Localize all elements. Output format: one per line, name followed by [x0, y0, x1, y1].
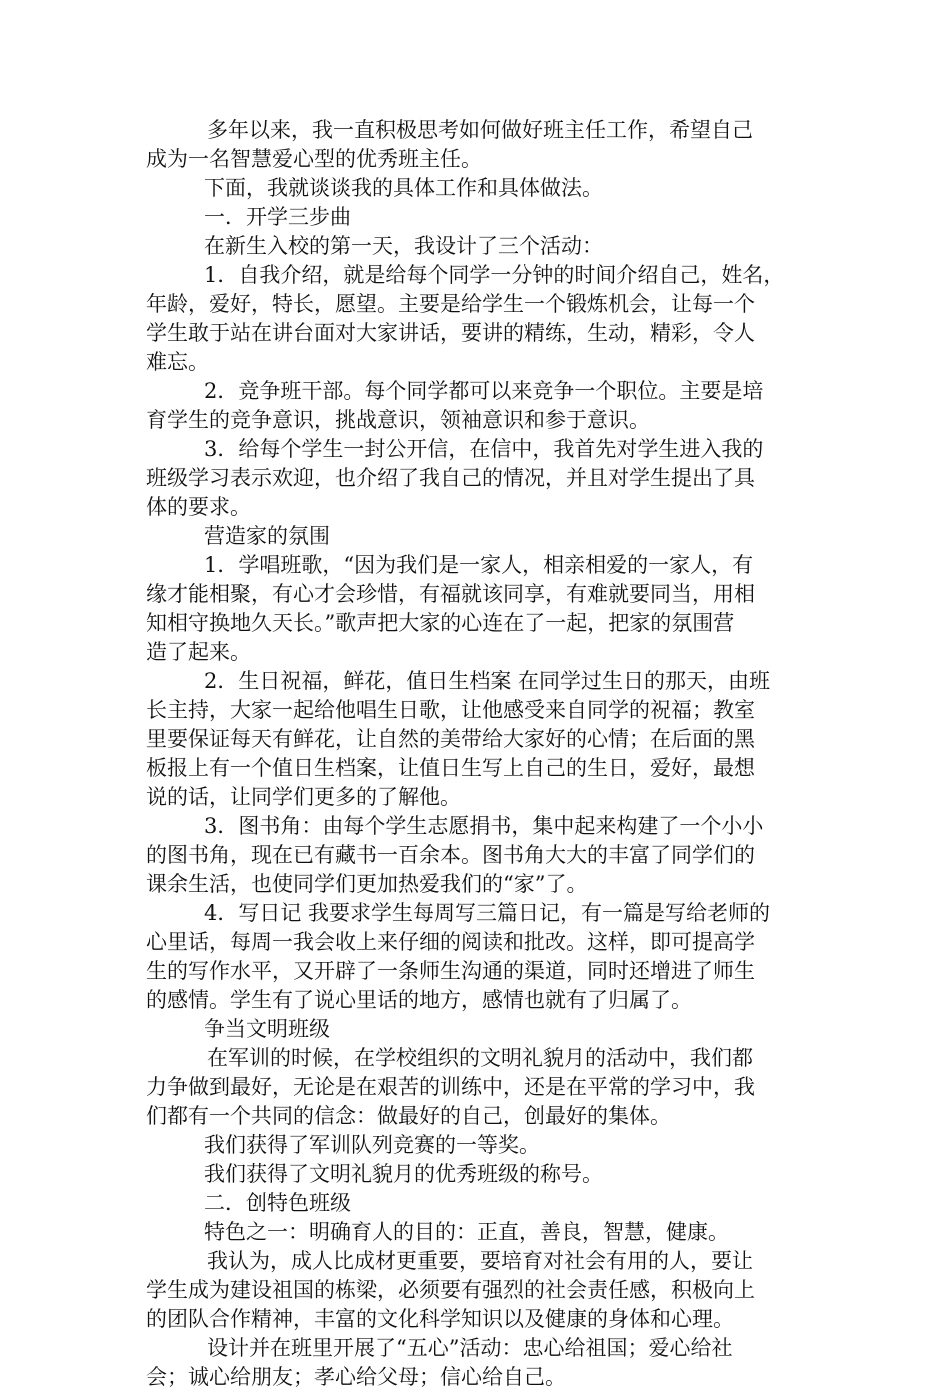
text-line: 多年以来，我一直积极思考如何做好班主任工作，希望自己 [207, 118, 753, 142]
text-line: 2．生日祝福，鲜花，值日生档案 在同学过生日的那天，由班 [204, 669, 771, 693]
text-line: 知相守换地久天长。”歌声把大家的心连在了一起，把家的氛围营 [146, 611, 735, 635]
text-line: 班级学习表示欢迎，也介绍了我自己的情况，并且对学生提出了具 [146, 466, 755, 490]
text-line: 学生敢于站在讲台面对大家讲话，要讲的精练，生动，精彩，令人 [146, 321, 755, 345]
text-line: 心里话，每周一我会收上来仔细的阅读和批改。这样，即可提高学 [146, 930, 755, 954]
text-line: 会；诚心给朋友；孝心给父母；信心给自己。 [146, 1365, 566, 1389]
text-line: 长主持，大家一起给他唱生日歌，让他感受来自同学的祝福；教室 [146, 698, 755, 722]
text-line: 们都有一个共同的信念：做最好的自己，创最好的集体。 [146, 1104, 671, 1128]
text-line: 在新生入校的第一天，我设计了三个活动： [204, 234, 603, 258]
text-line: 难忘。 [146, 350, 209, 374]
text-line: 4．写日记 我要求学生每周写三篇日记，有一篇是写给老师的 [204, 901, 771, 925]
text-line: 力争做到最好，无论是在艰苦的训练中，还是在平常的学习中，我 [146, 1075, 755, 1099]
text-line: 造了起来。 [146, 640, 251, 664]
text-line: 2．竞争班干部。每个同学都可以来竞争一个职位。主要是培 [204, 379, 764, 403]
text-line: 育学生的竞争意识，挑战意识，领袖意识和参于意识。 [146, 408, 650, 432]
text-line: 体的要求。 [146, 495, 251, 519]
section-heading: 营造家的氛围 [204, 524, 330, 548]
text-line: 说的话，让同学们更多的了解他。 [146, 785, 461, 809]
text-line: 里要保证每天有鲜花，让自然的美带给大家好的心情；在后面的黑 [146, 727, 755, 751]
text-line: 年龄，爱好，特长，愿望。主要是给学生一个锻炼机会，让每一个 [146, 292, 755, 316]
text-line: 的图书角，现在已有藏书一百余本。图书角大大的丰富了同学们的 [146, 843, 755, 867]
text-line: 缘才能相聚，有心才会珍惜，有福就该同享，有难就要同当，用相 [146, 582, 755, 606]
text-line: 成为一名智慧爱心型的优秀班主任。 [146, 147, 482, 171]
text-line: 生的写作水平，又开辟了一条师生沟通的渠道，同时还增进了师生 [146, 959, 755, 983]
text-line: 在军训的时候，在学校组织的文明礼貌月的活动中，我们都 [207, 1046, 753, 1070]
text-line: 下面，我就谈谈我的具体工作和具体做法。 [204, 176, 603, 200]
text-line: 我认为，成人比成材更重要，要培育对社会有用的人，要让 [207, 1249, 753, 1273]
text-line: 3．图书角：由每个学生志愿捐书，集中起来构建了一个小小 [204, 814, 764, 838]
text-line: 1．自我介绍，就是给每个同学一分钟的时间介绍自己，姓名， [204, 263, 785, 287]
section-heading: 争当文明班级 [204, 1017, 330, 1041]
text-line: 特色之一：明确育人的目的：正直，善良，智慧，健康。 [204, 1220, 729, 1244]
text-line: 板报上有一个值日生档案，让值日生写上自己的生日，爱好，最想 [146, 756, 755, 780]
text-line: 的团队合作精神，丰富的文化科学知识以及健康的身体和心理。 [146, 1307, 734, 1331]
text-line: 的感情。学生有了说心里话的地方，感情也就有了归属了。 [146, 988, 692, 1012]
text-line: 课余生活，也使同学们更加热爱我们的“家”了。 [146, 872, 588, 896]
text-line: 1．学唱班歌，“因为我们是一家人，相亲相爱的一家人，有 [204, 553, 754, 577]
section-heading: 二．创特色班级 [204, 1191, 351, 1215]
text-line: 我们获得了文明礼貌月的优秀班级的称号。 [204, 1162, 603, 1186]
text-line: 我们获得了军训队列竞赛的一等奖。 [204, 1133, 540, 1157]
text-line: 3．给每个学生一封公开信，在信中，我首先对学生进入我的 [204, 437, 764, 461]
text-line: 设计并在班里开展了“五心”活动：忠心给祖国；爱心给社 [207, 1336, 733, 1360]
section-heading: 一．开学三步曲 [204, 205, 351, 229]
text-line: 学生成为建设祖国的栋梁，必须要有强烈的社会责任感，积极向上 [146, 1278, 755, 1302]
